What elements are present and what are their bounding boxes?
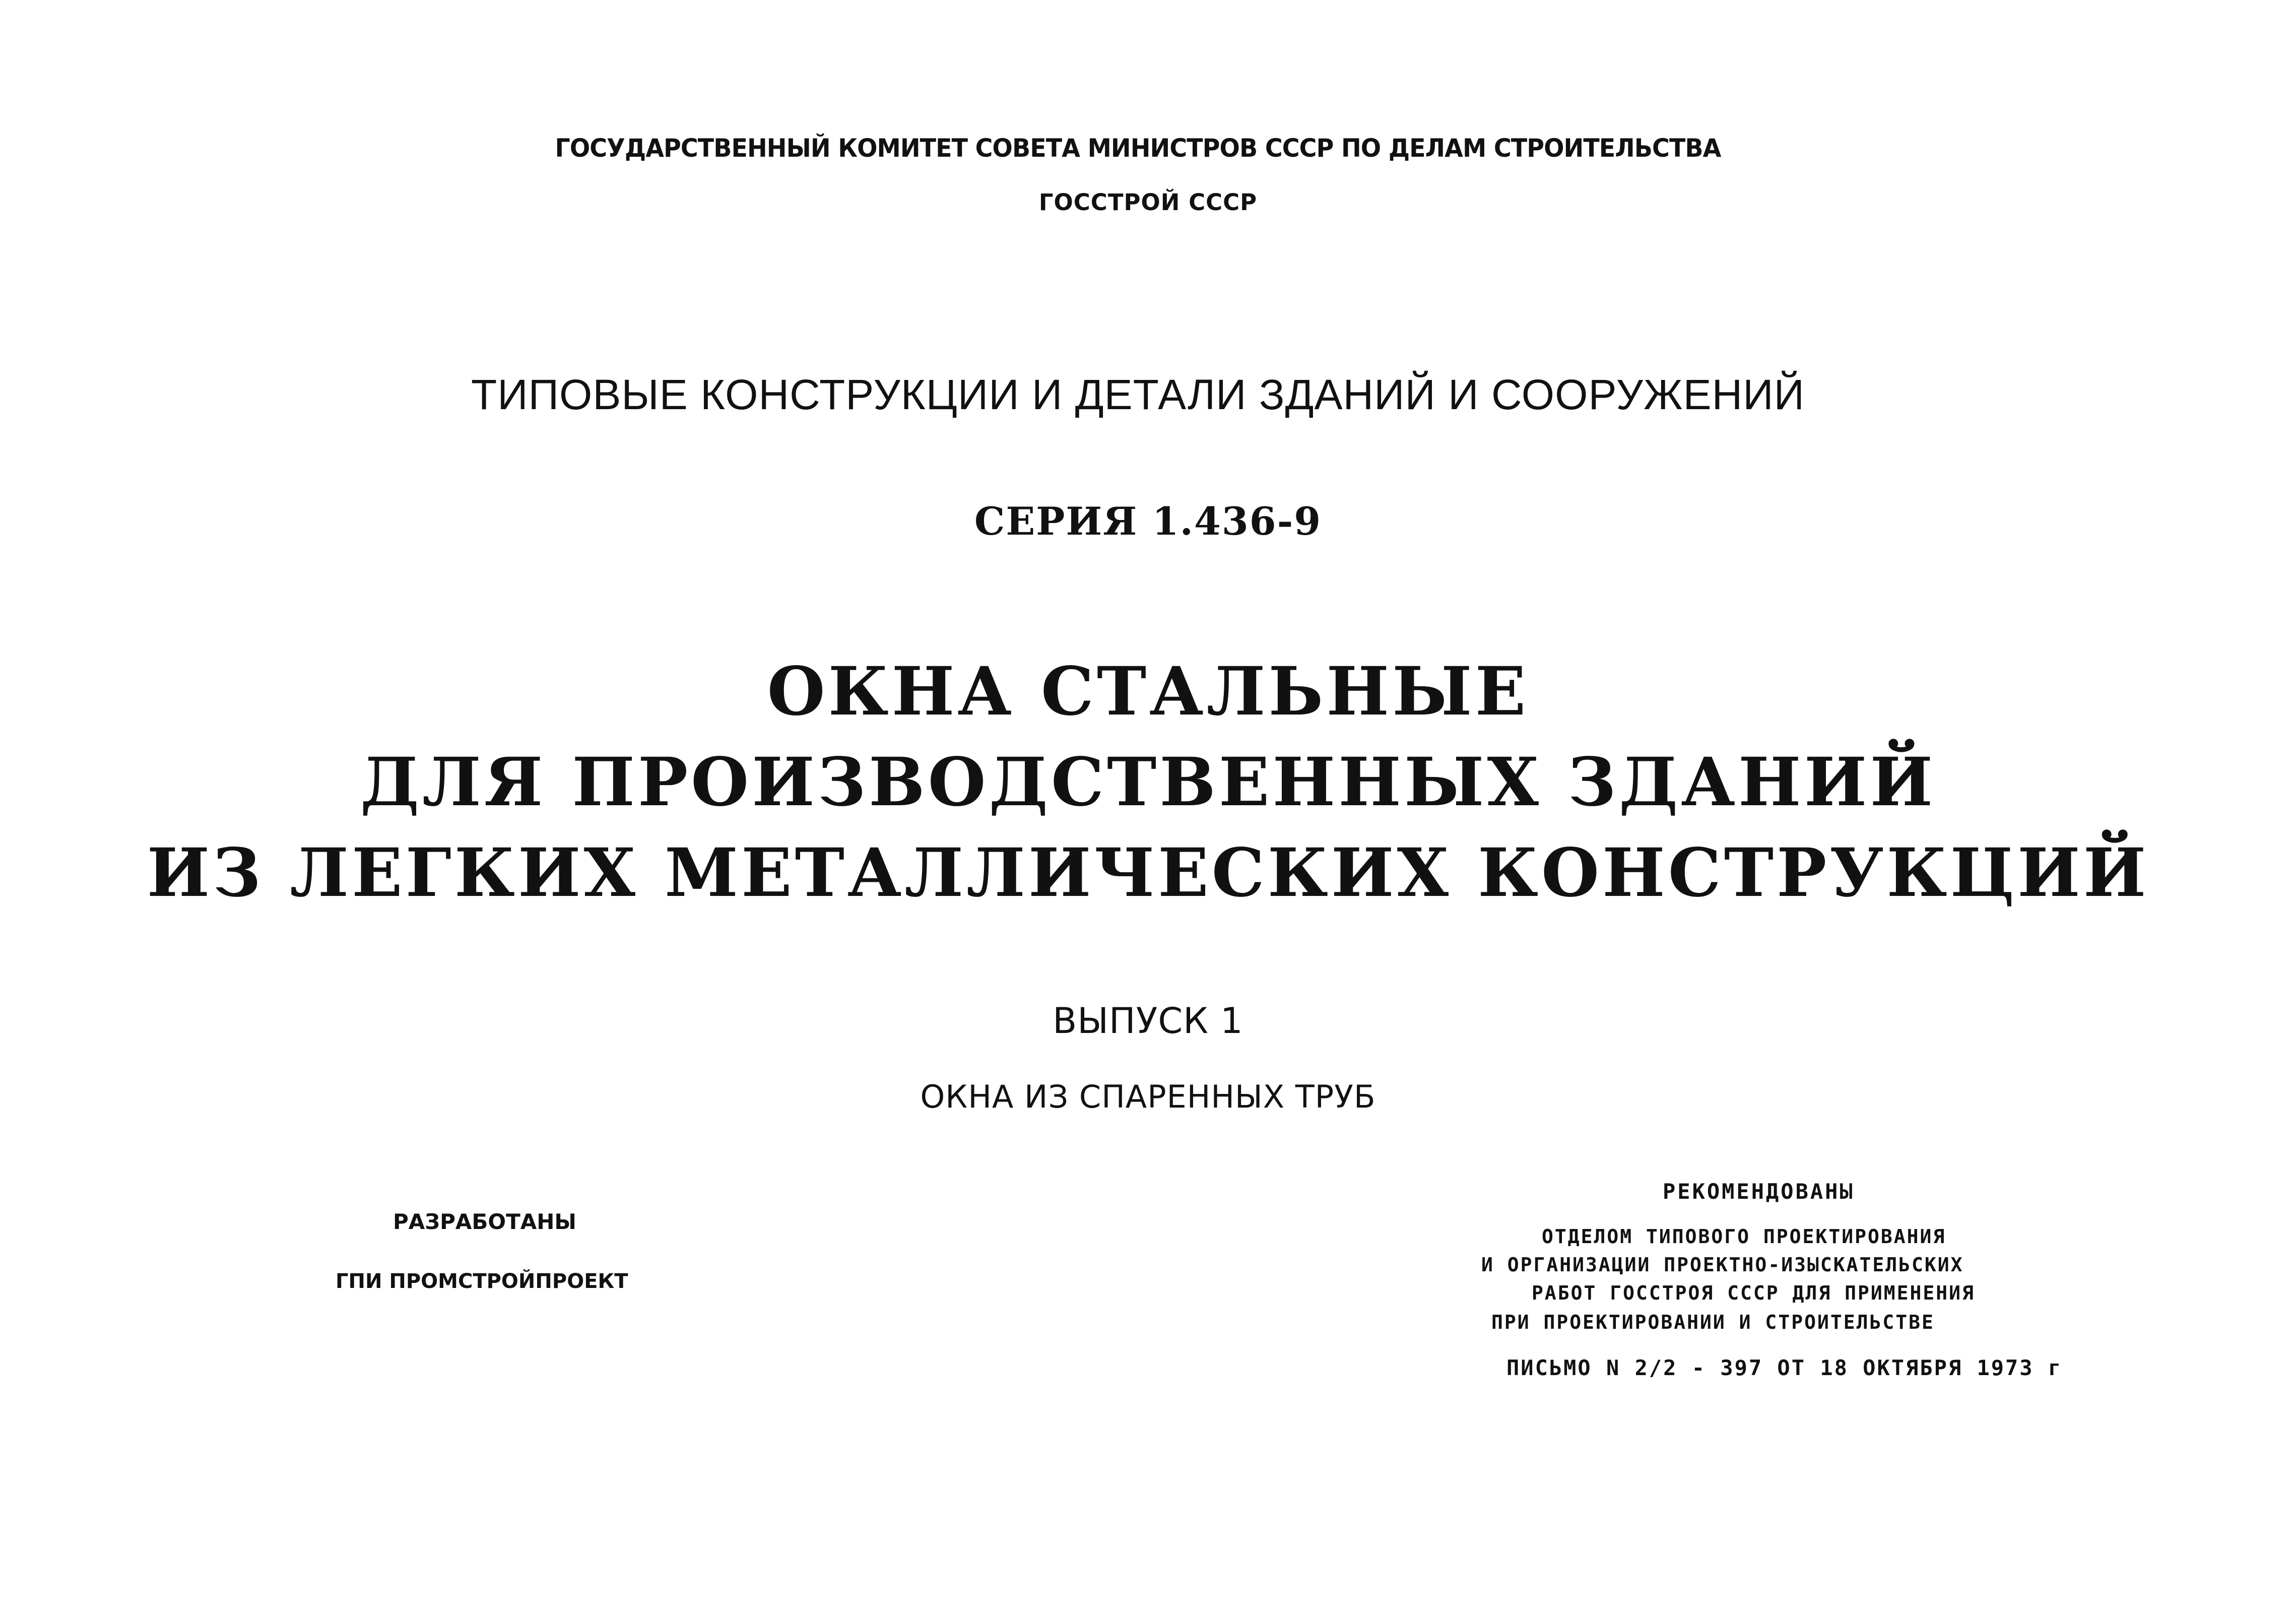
developed-label: РАЗРАБОТАНЫ [393, 1209, 576, 1234]
document-title-line: ИЗ ЛЕГКИХ МЕТАЛЛИЧЕСКИХ КОНСТРУКЦИЙ [147, 834, 2149, 912]
recommended-label: РЕКОМЕНДОВАНЫ [1663, 1179, 1855, 1204]
issue-subtitle: ОКНА ИЗ СПАРЕННЫХ ТРУБ [920, 1078, 1376, 1115]
collection-title: ТИПОВЫЕ КОНСТРУКЦИИ И ДЕТАЛИ ЗДАНИЙ И СООРУЖЕНИЙ [471, 371, 1805, 418]
series-number: СЕРИЯ 1.436-9 [974, 499, 1322, 544]
agency-short-name: ГОССТРОЙ СССР [1038, 189, 1258, 216]
recommended-line: ПРИ ПРОЕКТИРОВАНИИ И СТРОИТЕЛЬСТВЕ [1491, 1311, 1935, 1333]
recommended-line: И ОРГАНИЗАЦИИ ПРОЕКТНО-ИЗЫСКАТЕЛЬСКИХ [1481, 1254, 1964, 1276]
recommended-line: РАБОТ ГОССТРОЯ СССР ДЛЯ ПРИМЕНЕНИЯ [1532, 1282, 1975, 1304]
document-title-line: ДЛЯ ПРОИЗВОДСТВЕННЫХ ЗДАНИЙ [360, 743, 1936, 821]
agency-name: ГОСУДАРСТВЕННЫЙ КОМИТЕТ СОВЕТА МИНИСТРОВ СССР ПО ДЕЛАМ СТРОИТЕЛЬСТВА [555, 134, 1721, 163]
recommended-line: ОТДЕЛОМ ТИПОВОГО ПРОЕКТИРОВАНИЯ [1542, 1225, 1946, 1248]
approval-letter: ПИСЬМО N 2/2 - 397 ОТ 18 ОКТЯБРЯ 1973 г [1506, 1355, 2063, 1380]
issue-number: ВЫПУСК 1 [1053, 1000, 1243, 1042]
developer-organization: ГПИ ПРОМСТРОЙПРОЕКТ [336, 1270, 628, 1293]
document-title-line: ОКНА СТАЛЬНЫЕ [767, 653, 1529, 731]
